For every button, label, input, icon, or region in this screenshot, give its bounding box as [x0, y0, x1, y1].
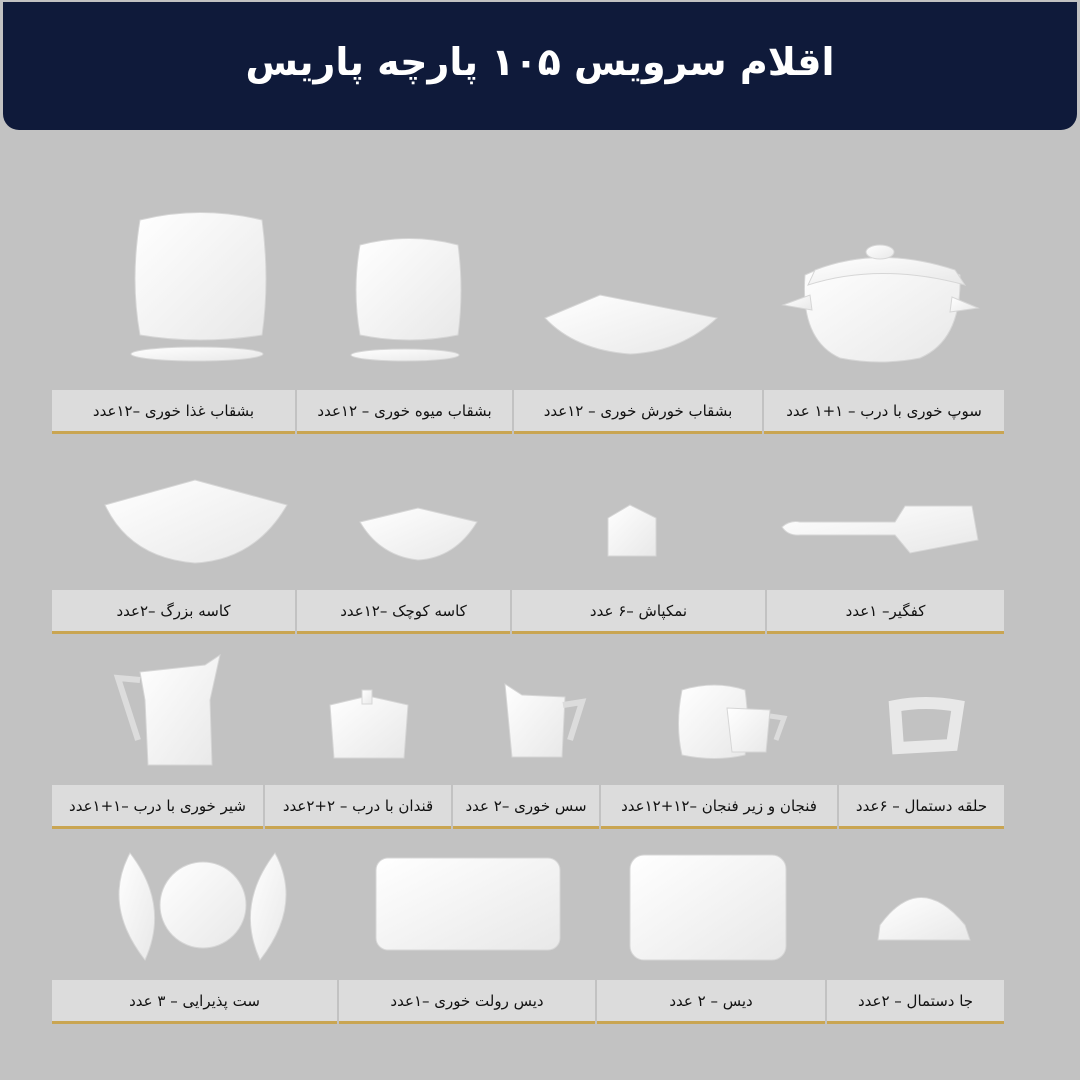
napkin-ring-image: [895, 703, 958, 748]
label-sauce-boat: سس خوری –۲ عدد: [453, 785, 599, 829]
sugar-bowl-image: [330, 690, 408, 758]
milk-jug-image: [118, 655, 220, 765]
serving-spatula-image: [782, 506, 978, 553]
label-platter: دیس – ۲ عدد: [597, 980, 825, 1024]
label-salt-shaker: نمکپاش –۶ عدد: [512, 590, 765, 634]
stew-plate-image: [545, 295, 717, 354]
page-title: اقلام سرویس ۱۰۵ پارچه پاریس: [245, 40, 835, 84]
platter-image: [630, 855, 786, 960]
label-spatula: کفگیر– ۱عدد: [767, 590, 1004, 634]
cup-and-saucer-image: [679, 685, 785, 759]
label-serving-set: ست پذیرایی – ۳ عدد: [52, 980, 337, 1024]
label-milk-jug: شیر خوری با درب –۱+۱عدد: [52, 785, 263, 829]
label-large-bowl: کاسه بزرگ –۲عدد: [52, 590, 295, 634]
label-roll-platter: دیس رولت خوری –۱عدد: [339, 980, 595, 1024]
soup-tureen-image: [783, 245, 978, 362]
salt-shaker-image: [608, 505, 656, 556]
label-dinner-plate: بشقاب غذا خوری –۱۲عدد: [52, 390, 295, 434]
dinner-plate-image: [131, 213, 266, 362]
label-napkin-holder: جا دستمال – ۲عدد: [827, 980, 1004, 1024]
label-cup-and-saucer: فنجان و زیر فنجان –۱۲+۱۲عدد: [601, 785, 837, 829]
roll-platter-image: [376, 858, 560, 950]
label-napkin-ring: حلقه دستمال – ۶عدد: [839, 785, 1004, 829]
serving-set-image: [119, 853, 286, 960]
large-bowl-image: [105, 480, 287, 563]
label-small-bowl: کاسه کوچک –۱۲عدد: [297, 590, 510, 634]
label-soup-tureen: سوپ خوری با درب – ۱+۱ عدد: [764, 390, 1004, 434]
label-fruit-plate: بشقاب میوه خوری – ۱۲عدد: [297, 390, 512, 434]
small-bowl-image: [360, 508, 477, 560]
label-sugar-bowl: قندان با درب – ۲+۲عدد: [265, 785, 451, 829]
fruit-plate-image: [351, 239, 461, 362]
sauce-boat-image: [505, 684, 582, 757]
label-stew-plate: بشقاب خورش خوری – ۱۲عدد: [514, 390, 762, 434]
napkin-holder-image: [878, 898, 970, 941]
